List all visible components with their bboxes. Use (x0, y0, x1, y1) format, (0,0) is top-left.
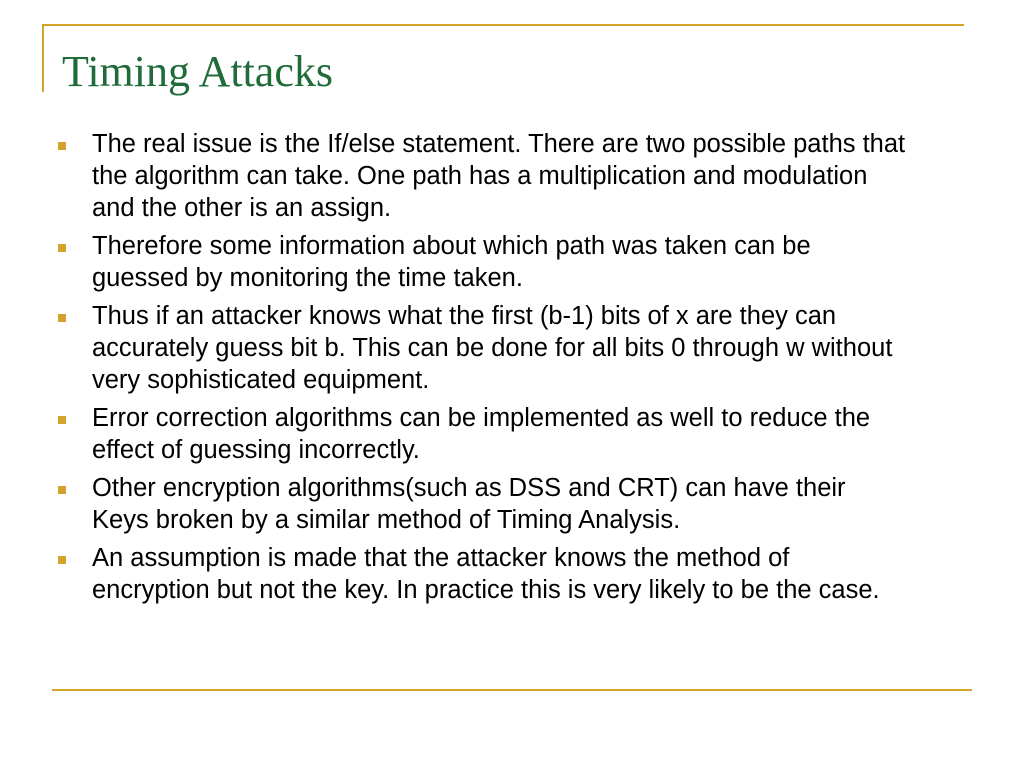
bullet-item (56, 402, 906, 466)
bullet-text: The real issue is the If/else statement. There are two possible paths that the algorithm can take. One path has a multiplication and modulation and the other is an assign. (92, 130, 906, 222)
square-bullet-icon (58, 142, 66, 150)
bullet-text: Thus if an attacker knows what the first (b-1) bits of x are they can accurately guess bit b. This can be done for all bits 0 through w without very sophisticated equipment. (92, 302, 893, 394)
top-rule (42, 24, 964, 26)
bullet-item (56, 472, 906, 536)
left-rule (42, 24, 44, 92)
bullet-item (56, 230, 906, 294)
bullet-text: Error correction algorithms can be implemented as well to reduce the effect of guessing incorrectly. (92, 404, 871, 464)
bullet-item (56, 300, 906, 396)
bullet-list (56, 128, 906, 612)
bullet-text: Therefore some information about which path was taken can be guessed by monitoring the time taken. (92, 232, 811, 292)
bottom-rule (52, 689, 972, 691)
bullet-item (56, 542, 906, 606)
bullet-text: Other encryption algorithms(such as DSS and CRT) can have their Keys broken by a similar method of Timing Analysis. (92, 474, 846, 534)
square-bullet-icon (58, 314, 66, 322)
square-bullet-icon (58, 556, 66, 564)
square-bullet-icon (58, 486, 66, 494)
square-bullet-icon (58, 416, 66, 424)
square-bullet-icon (58, 244, 66, 252)
bullet-item (56, 128, 906, 224)
bullet-text: An assumption is made that the attacker knows the method of encryption but not the key. In practice this is very likely to be the case. (92, 544, 880, 604)
slide-title: Timing Attacks (62, 47, 333, 96)
